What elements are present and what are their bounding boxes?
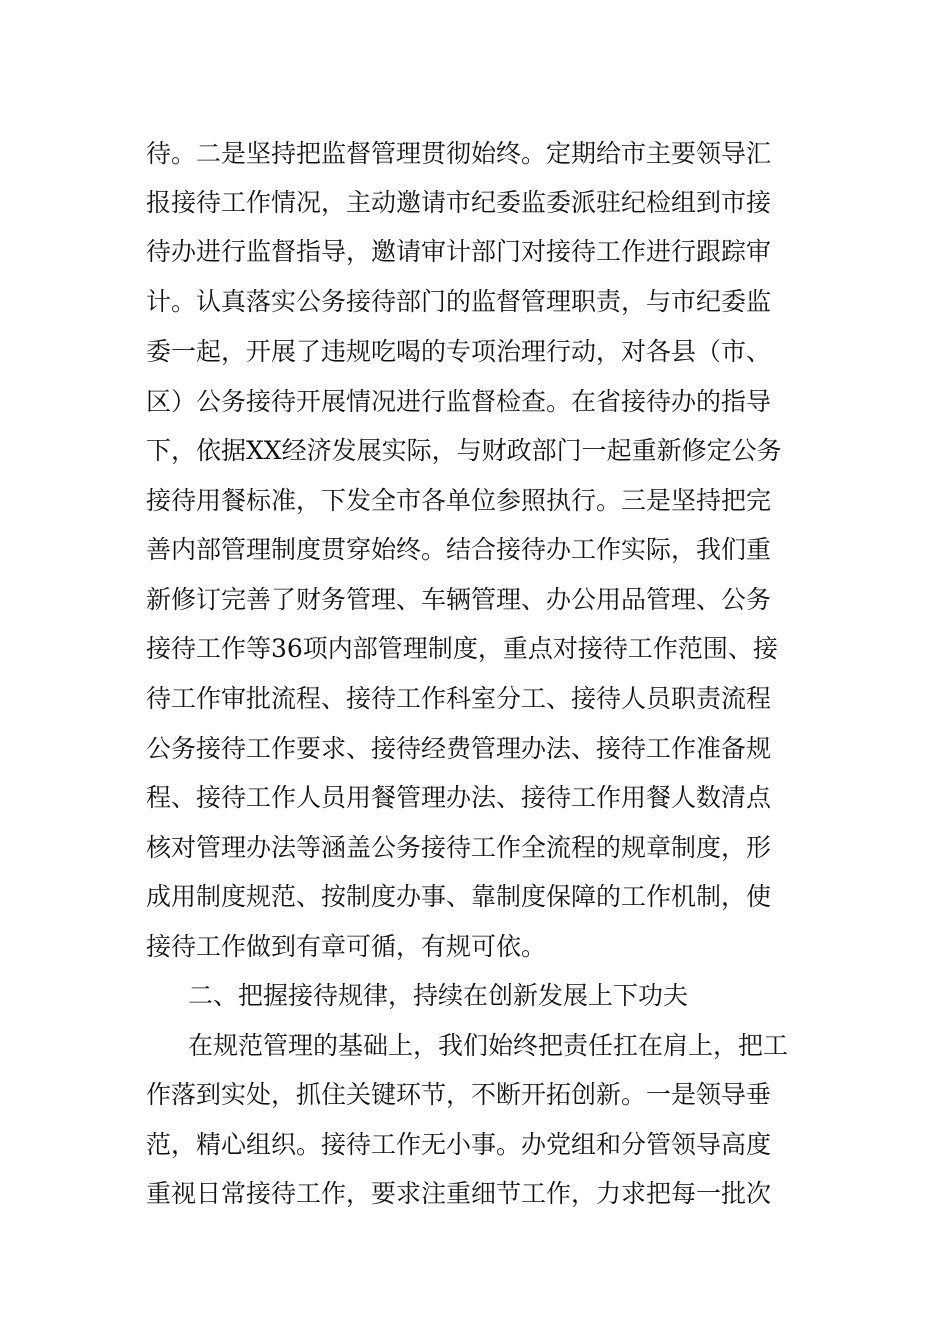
text-line: 接待工作等36项内部管理制度，重点对接待工作范围、接 [146,634,778,663]
section-heading: 二、把握接待规律，持续在创新发展上下功夫 [188,981,689,1010]
text-line: 范，精心组织。接待工作无小事。办党组和分管领导高度 [146,1130,772,1159]
text-line: 报接待工作情况，主动邀请市纪委监委派驻纪检组到市接 [146,188,772,217]
text-line: 待工作审批流程、接待工作科室分工、接待人员职责流程 [146,684,772,713]
text-line: 公务接待工作要求、接待经费管理办法、接待工作准备规 [146,734,772,763]
text-line: 待办进行监督指导，邀请审计部门对接待工作进行跟踪审 [146,237,772,266]
text-line: 重视日常接待工作，要求注重细节工作，力求把每一批次 [146,1179,772,1208]
text-line: 下，依据XX经济发展实际，与财政部门一起重新修定公务 [146,436,782,465]
text-line: 委一起，开展了违规吃喝的专项治理行动，对各县（市、 [146,337,772,366]
text-line: 计。认真落实公务接待部门的监督管理职责，与市纪委监 [146,287,772,316]
text-line: 新修订完善了财务管理、车辆管理、办公用品管理、公务 [146,585,772,614]
text-line: 待。二是坚持把监督管理贯彻始终。定期给市主要领导汇 [146,139,772,168]
text-line: 接待工作做到有章可循，有规可依。 [146,932,547,961]
text-line: 在规范管理的基础上，我们始终把责任扛在肩上，把工 [188,1031,789,1060]
text-line: 程、接待工作人员用餐管理办法、接待工作用餐人数清点 [146,783,772,812]
text-line: 作落到实处，抓住关键环节，不断开拓创新。一是领导垂 [146,1080,772,1109]
text-line: 区）公务接待开展情况进行监督检查。在省接待办的指导 [146,387,772,416]
text-line: 核对管理办法等涵盖公务接待工作全流程的规章制度，形 [146,833,772,862]
text-line: 成用制度规范、按制度办事、靠制度保障的工作机制，使 [146,882,772,911]
text-line: 接待用餐标准，下发全市各单位参照执行。三是坚持把完 [146,486,772,515]
text-line: 善内部管理制度贯穿始终。结合接待办工作实际，我们重 [146,535,772,564]
